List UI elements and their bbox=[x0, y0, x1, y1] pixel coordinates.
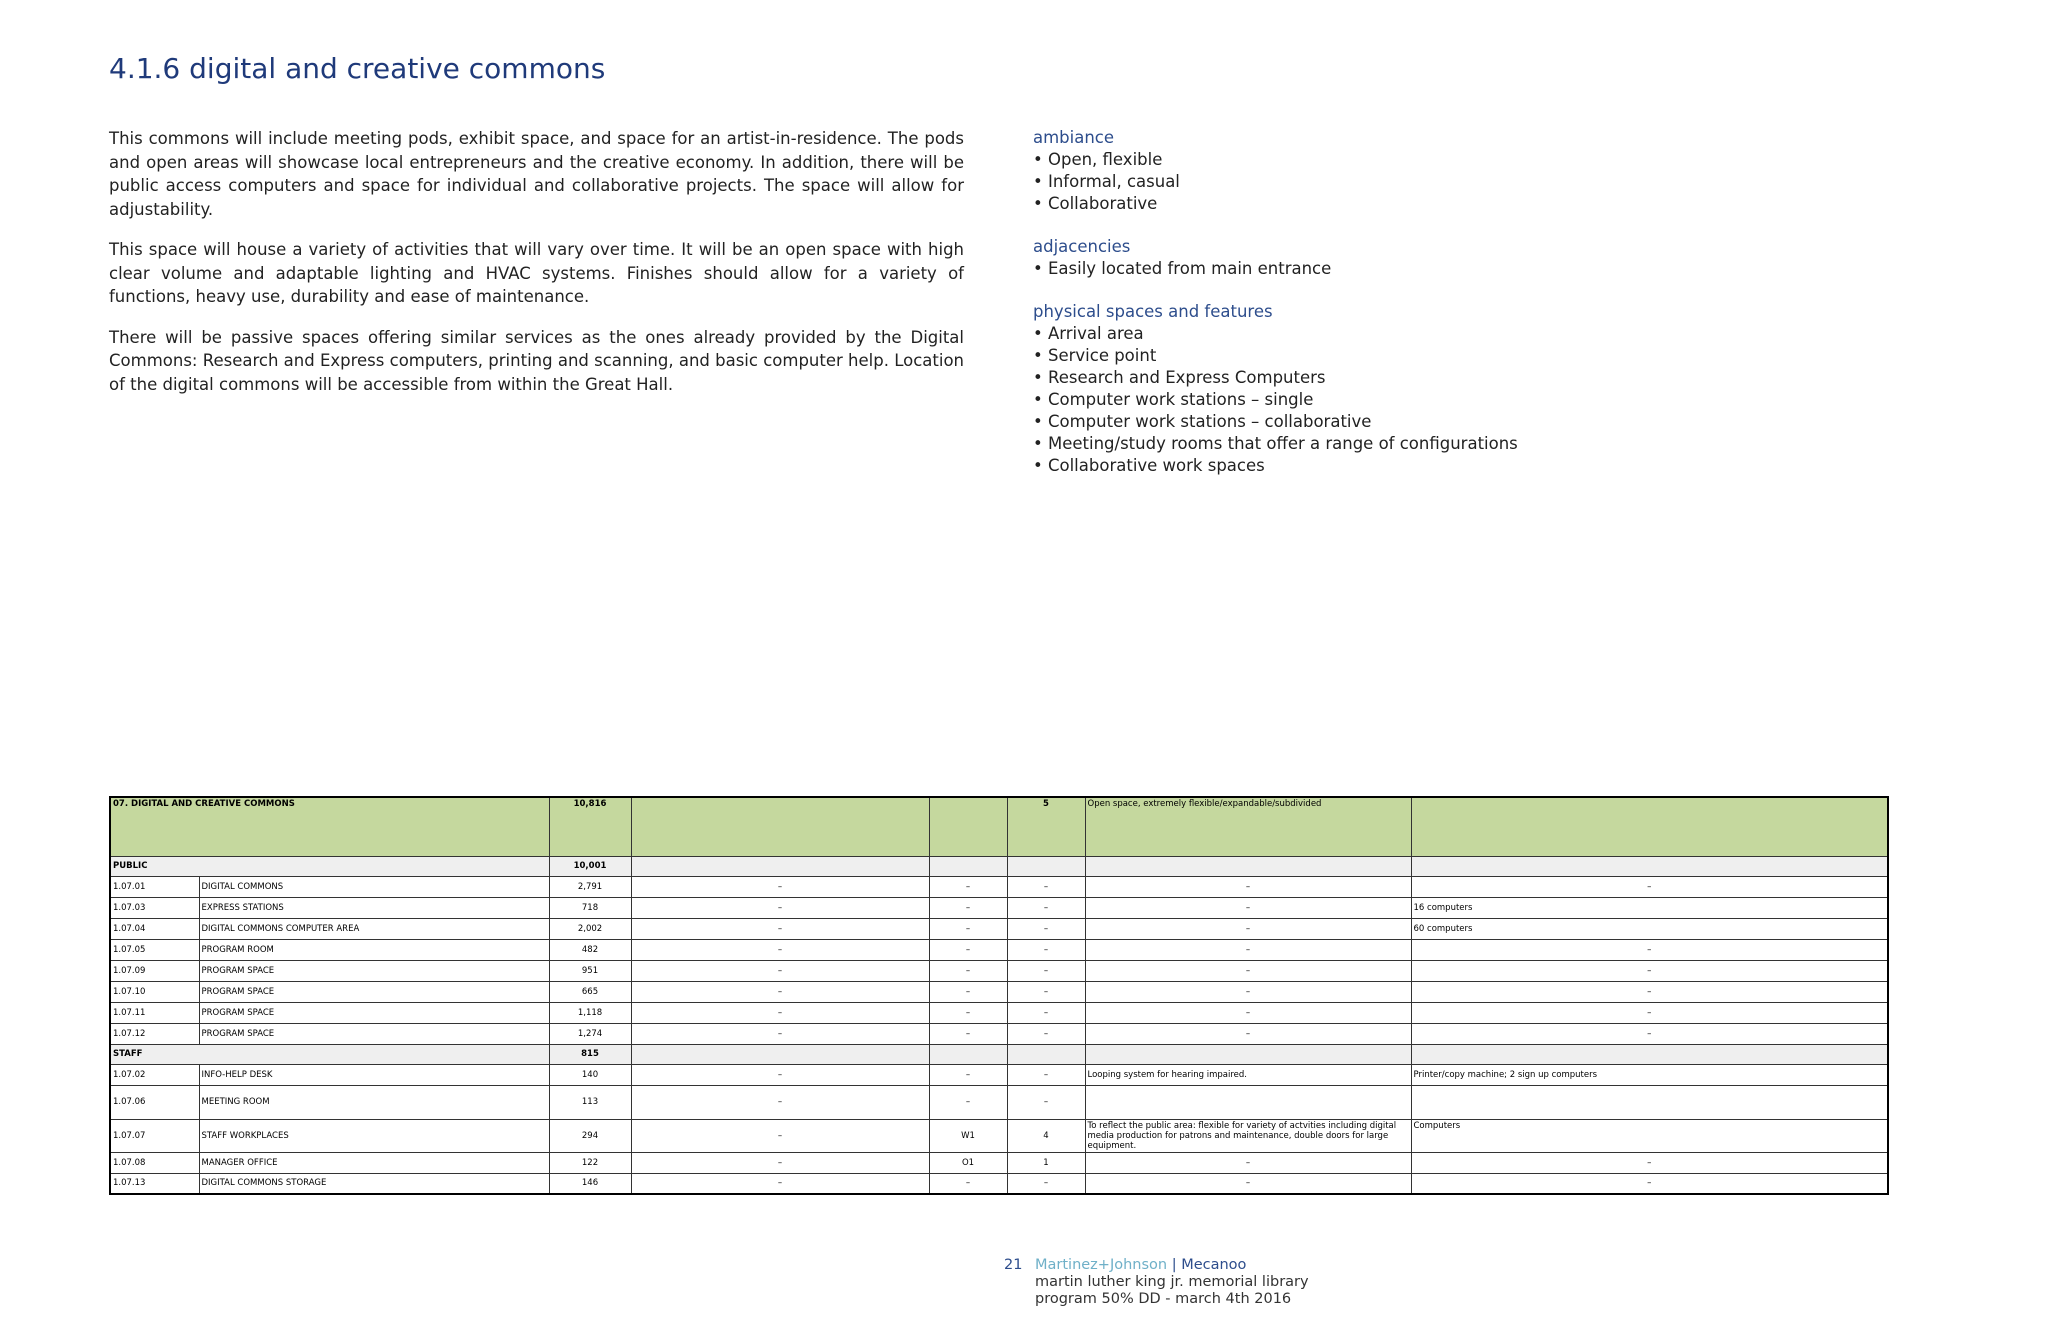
cell-c3: – bbox=[1007, 1085, 1085, 1119]
cell-c1: – bbox=[631, 1085, 929, 1119]
table-row bbox=[110, 918, 1888, 939]
cell-equipment: – bbox=[1411, 960, 1888, 981]
table-row bbox=[110, 1002, 1888, 1023]
intro-paragraph: This commons will include meeting pods, exhibit space, and space for an artist-in-residence. The pods and open areas will showcase local entrepreneurs and the creative economy. In addition, there will be public access computers and space for individual and collaborative projects. The space will allow for adjustability. bbox=[109, 129, 964, 219]
category-label: PUBLIC bbox=[110, 856, 549, 876]
cell-notes: – bbox=[1085, 1152, 1411, 1173]
cell-notes: – bbox=[1085, 960, 1411, 981]
cell-area: 665 bbox=[549, 981, 631, 1002]
table-row bbox=[110, 876, 1888, 897]
intro-paragraph: This space will house a variety of activities that will vary over time. It will be an open space with high clear volume and adaptable lighting and HVAC systems. Finishes should allow for a variety of functions, heavy use, durability and ease of maintenance. bbox=[109, 240, 964, 306]
table-row bbox=[110, 1064, 1888, 1085]
cell-area: 951 bbox=[549, 960, 631, 981]
cell-area: 718 bbox=[549, 897, 631, 918]
cell-name: STAFF WORKPLACES bbox=[199, 1119, 549, 1152]
cell-id: 1.07.13 bbox=[110, 1173, 199, 1194]
requirements-sidebar bbox=[1033, 127, 1633, 498]
cell-c3: – bbox=[1007, 981, 1085, 1002]
cell-equipment: Computers bbox=[1411, 1119, 1888, 1152]
section-area: 10,816 bbox=[549, 797, 631, 856]
cell-c2: W1 bbox=[929, 1119, 1007, 1152]
cell-id: 1.07.10 bbox=[110, 981, 199, 1002]
features-heading: physical spaces and features bbox=[1033, 302, 1273, 321]
cell-equipment: – bbox=[1411, 981, 1888, 1002]
cell-c2: – bbox=[929, 1023, 1007, 1044]
cell-c1: – bbox=[631, 918, 929, 939]
cell-c1: – bbox=[631, 1119, 929, 1152]
cell-id: 1.07.04 bbox=[110, 918, 199, 939]
cell-equipment: – bbox=[1411, 1002, 1888, 1023]
list-item: • Arrival area bbox=[1033, 323, 1633, 345]
cell-notes: – bbox=[1085, 918, 1411, 939]
cell-area: 146 bbox=[549, 1173, 631, 1194]
cell-notes: – bbox=[1085, 939, 1411, 960]
section-count: 5 bbox=[1007, 797, 1085, 856]
cell-name: DIGITAL COMMONS STORAGE bbox=[199, 1173, 549, 1194]
cell-id: 1.07.05 bbox=[110, 939, 199, 960]
cell-c1: – bbox=[631, 981, 929, 1002]
cell-c2: – bbox=[929, 981, 1007, 1002]
cell-equipment: – bbox=[1411, 1023, 1888, 1044]
table-row bbox=[110, 1152, 1888, 1173]
document-version: program 50% DD - march 4th 2016 bbox=[1035, 1291, 1292, 1307]
cell-c3: – bbox=[1007, 1173, 1085, 1194]
table-row bbox=[110, 939, 1888, 960]
cell-c2: – bbox=[929, 1085, 1007, 1119]
cell-id: 1.07.03 bbox=[110, 897, 199, 918]
cell-c3: – bbox=[1007, 939, 1085, 960]
cell-area: 1,118 bbox=[549, 1002, 631, 1023]
cell-c1: – bbox=[631, 939, 929, 960]
cell-equipment: 60 computers bbox=[1411, 918, 1888, 939]
firm-name-2: Mecanoo bbox=[1181, 1257, 1247, 1273]
ambiance-heading: ambiance bbox=[1033, 128, 1115, 147]
cell-c2: O1 bbox=[929, 1152, 1007, 1173]
table-row bbox=[110, 1119, 1888, 1152]
cell-name: DIGITAL COMMONS COMPUTER AREA bbox=[199, 918, 549, 939]
cell-c2: – bbox=[929, 1064, 1007, 1085]
category-label: STAFF bbox=[110, 1044, 549, 1064]
cell-c2: – bbox=[929, 897, 1007, 918]
list-item: • Computer work stations – single bbox=[1033, 389, 1633, 411]
category-row-staff bbox=[110, 1044, 1888, 1064]
cell-c3: 4 bbox=[1007, 1119, 1085, 1152]
cell-area: 2,791 bbox=[549, 876, 631, 897]
adjacencies-heading: adjacencies bbox=[1033, 237, 1131, 256]
cell-c3: – bbox=[1007, 897, 1085, 918]
cell-c2: – bbox=[929, 939, 1007, 960]
cell-c1: – bbox=[631, 1173, 929, 1194]
features-group bbox=[1033, 301, 1633, 477]
cell-area: 294 bbox=[549, 1119, 631, 1152]
adjacencies-group bbox=[1033, 236, 1633, 280]
cell-notes: – bbox=[1085, 1173, 1411, 1194]
category-area: 815 bbox=[549, 1044, 631, 1064]
cell-notes: – bbox=[1085, 1002, 1411, 1023]
cell-c3: – bbox=[1007, 1023, 1085, 1044]
list-item: • Research and Express Computers bbox=[1033, 367, 1633, 389]
category-row-public bbox=[110, 856, 1888, 876]
firm-separator: | bbox=[1167, 1257, 1182, 1273]
cell-c3: – bbox=[1007, 918, 1085, 939]
cell-c3: 1 bbox=[1007, 1152, 1085, 1173]
section-note: Open space, extremely flexible/expandable/subdivided bbox=[1085, 797, 1411, 856]
cell-notes: Looping system for hearing impaired. bbox=[1085, 1064, 1411, 1085]
cell-area: 122 bbox=[549, 1152, 631, 1173]
page-title: 4.1.6 digital and creative commons bbox=[109, 52, 606, 85]
cell-equipment: – bbox=[1411, 1173, 1888, 1194]
cell-notes: – bbox=[1085, 897, 1411, 918]
ambiance-group bbox=[1033, 127, 1633, 215]
section-label: 07. DIGITAL AND CREATIVE COMMONS bbox=[110, 797, 549, 856]
cell-c1: – bbox=[631, 1023, 929, 1044]
page-footer bbox=[1004, 1257, 1309, 1308]
table-row bbox=[110, 981, 1888, 1002]
cell-id: 1.07.01 bbox=[110, 876, 199, 897]
cell-c2: – bbox=[929, 918, 1007, 939]
project-name: martin luther king jr. memorial library bbox=[1035, 1274, 1309, 1290]
firm-name-1: Martinez+Johnson bbox=[1035, 1257, 1168, 1273]
cell-name: MANAGER OFFICE bbox=[199, 1152, 549, 1173]
cell-name: DIGITAL COMMONS bbox=[199, 876, 549, 897]
cell-c2: – bbox=[929, 1002, 1007, 1023]
intro-paragraph: There will be passive spaces offering similar services as the ones already provided by the Digital Commons: Research and Express computers, printing and scanning, and basic computer help. Location of the digital commons will be accessible from within the Great Hall. bbox=[109, 327, 964, 394]
cell-c1: – bbox=[631, 1064, 929, 1085]
cell-c1: – bbox=[631, 897, 929, 918]
cell-area: 1,274 bbox=[549, 1023, 631, 1044]
cell-name: PROGRAM SPACE bbox=[199, 1023, 549, 1044]
list-item: • Easily located from main entrance bbox=[1033, 258, 1633, 280]
cell-notes: – bbox=[1085, 876, 1411, 897]
cell-area: 140 bbox=[549, 1064, 631, 1085]
cell-id: 1.07.07 bbox=[110, 1119, 199, 1152]
cell-c1: – bbox=[631, 960, 929, 981]
cell-c2: – bbox=[929, 1173, 1007, 1194]
table-row bbox=[110, 1085, 1888, 1119]
list-item: • Collaborative work spaces bbox=[1033, 455, 1633, 477]
cell-id: 1.07.06 bbox=[110, 1085, 199, 1119]
cell-c1: – bbox=[631, 1002, 929, 1023]
cell-id: 1.07.11 bbox=[110, 1002, 199, 1023]
cell-name: EXPRESS STATIONS bbox=[199, 897, 549, 918]
page-number: 21 bbox=[1004, 1257, 1023, 1273]
section-header-row bbox=[110, 797, 1888, 856]
program-table bbox=[109, 796, 1889, 1195]
cell-c1: – bbox=[631, 1152, 929, 1173]
cell-equipment: Printer/copy machine; 2 sign up computers bbox=[1411, 1064, 1888, 1085]
cell-equipment: – bbox=[1411, 876, 1888, 897]
cell-c2: – bbox=[929, 960, 1007, 981]
cell-notes: – bbox=[1085, 981, 1411, 1002]
cell-name: INFO-HELP DESK bbox=[199, 1064, 549, 1085]
cell-notes bbox=[1085, 1085, 1411, 1119]
intro-text bbox=[109, 127, 964, 413]
cell-equipment: – bbox=[1411, 1152, 1888, 1173]
table-row bbox=[110, 1173, 1888, 1194]
cell-id: 1.07.09 bbox=[110, 960, 199, 981]
cell-name: PROGRAM SPACE bbox=[199, 1002, 549, 1023]
cell-name: MEETING ROOM bbox=[199, 1085, 549, 1119]
list-item: • Open, flexible bbox=[1033, 149, 1633, 171]
list-item: • Computer work stations – collaborative bbox=[1033, 411, 1633, 433]
cell-equipment: 16 computers bbox=[1411, 897, 1888, 918]
list-item: • Informal, casual bbox=[1033, 171, 1633, 193]
cell-c3: – bbox=[1007, 960, 1085, 981]
list-item: • Collaborative bbox=[1033, 193, 1633, 215]
list-item: • Meeting/study rooms that offer a range of configurations bbox=[1033, 433, 1633, 455]
cell-equipment bbox=[1411, 1085, 1888, 1119]
cell-area: 482 bbox=[549, 939, 631, 960]
cell-c3: – bbox=[1007, 1064, 1085, 1085]
table-row bbox=[110, 897, 1888, 918]
cell-c3: – bbox=[1007, 876, 1085, 897]
cell-name: PROGRAM SPACE bbox=[199, 981, 549, 1002]
cell-id: 1.07.12 bbox=[110, 1023, 199, 1044]
list-item: • Service point bbox=[1033, 345, 1633, 367]
table-row bbox=[110, 1023, 1888, 1044]
cell-area: 113 bbox=[549, 1085, 631, 1119]
table-row bbox=[110, 960, 1888, 981]
cell-name: PROGRAM ROOM bbox=[199, 939, 549, 960]
cell-c3: – bbox=[1007, 1002, 1085, 1023]
cell-id: 1.07.02 bbox=[110, 1064, 199, 1085]
cell-notes: To reflect the public area: flexible for variety of actvities including digital media production for patrons and maintenance, double doors for large equipment. bbox=[1085, 1119, 1411, 1152]
cell-id: 1.07.08 bbox=[110, 1152, 199, 1173]
category-area: 10,001 bbox=[549, 856, 631, 876]
cell-notes: – bbox=[1085, 1023, 1411, 1044]
cell-c2: – bbox=[929, 876, 1007, 897]
cell-name: PROGRAM SPACE bbox=[199, 960, 549, 981]
cell-area: 2,002 bbox=[549, 918, 631, 939]
cell-c1: – bbox=[631, 876, 929, 897]
cell-equipment: – bbox=[1411, 939, 1888, 960]
